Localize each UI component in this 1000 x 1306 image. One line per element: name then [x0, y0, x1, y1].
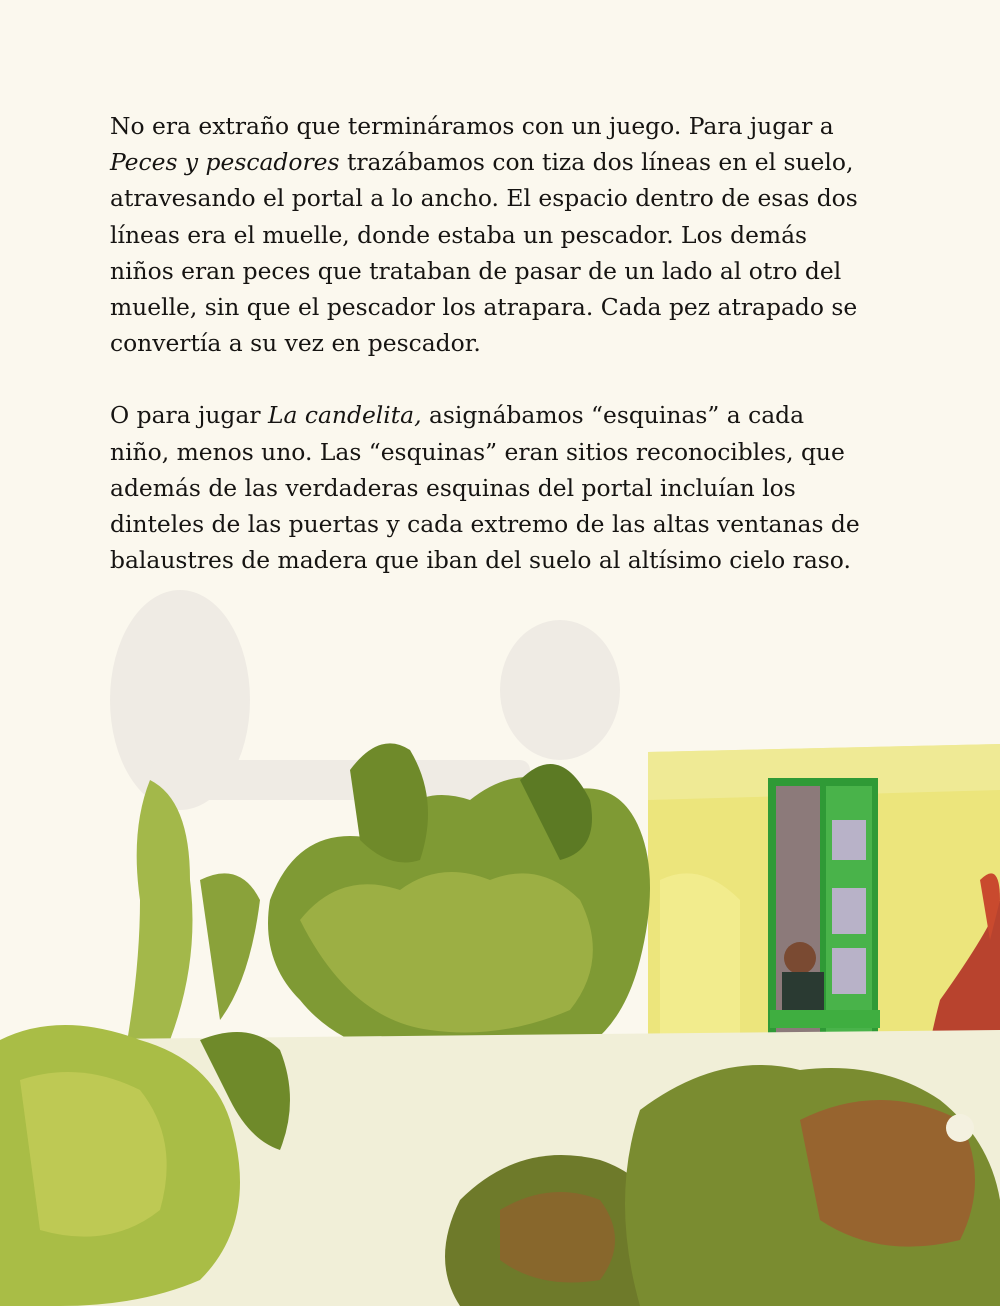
paragraph-peces-y-pescadores	[110, 108, 870, 361]
p2-line-1-start: O para jugar	[110, 401, 268, 430]
p1-line-5: niños eran peces que trataban de pasar de un lado al otro del	[110, 256, 842, 285]
p1-line-2: trazábamos con tiza dos líneas en el suelo,	[339, 148, 854, 177]
p2-game-title: La candelita,	[267, 401, 422, 430]
p2-line-3: además de las verdaderas esquinas del portal incluían los	[110, 473, 796, 502]
green-window	[768, 778, 880, 1044]
p1-line-4: líneas era el muelle, donde estaba un pescador. Los demás	[110, 220, 808, 249]
story-text	[110, 108, 870, 578]
p2-line-1-end: asignábamos “esquinas” a cada	[421, 401, 805, 430]
p1-line-6: muelle, sin que el pescador los atrapara. Cada pez atrapado se	[110, 293, 858, 322]
p2-line-5: balaustres de madera que iban del suelo al altísimo cielo raso.	[110, 546, 851, 575]
p1-game-title: Peces y pescadores	[110, 148, 340, 177]
p1-line-1: No era extraño que termináramos con un juego. Para jugar a	[110, 112, 834, 140]
p1-line-7: convertía a su vez en pescador.	[110, 329, 481, 358]
p1-line-3: atravesando el portal a lo ancho. El espacio dentro de esas dos	[110, 184, 858, 213]
paragraph-la-candelita	[110, 397, 870, 578]
p2-line-4: dinteles de las puertas y cada extremo de las altas ventanas de	[110, 510, 860, 539]
p2-line-2: niño, menos uno. Las “esquinas” eran sitios reconocibles, que	[110, 437, 845, 466]
